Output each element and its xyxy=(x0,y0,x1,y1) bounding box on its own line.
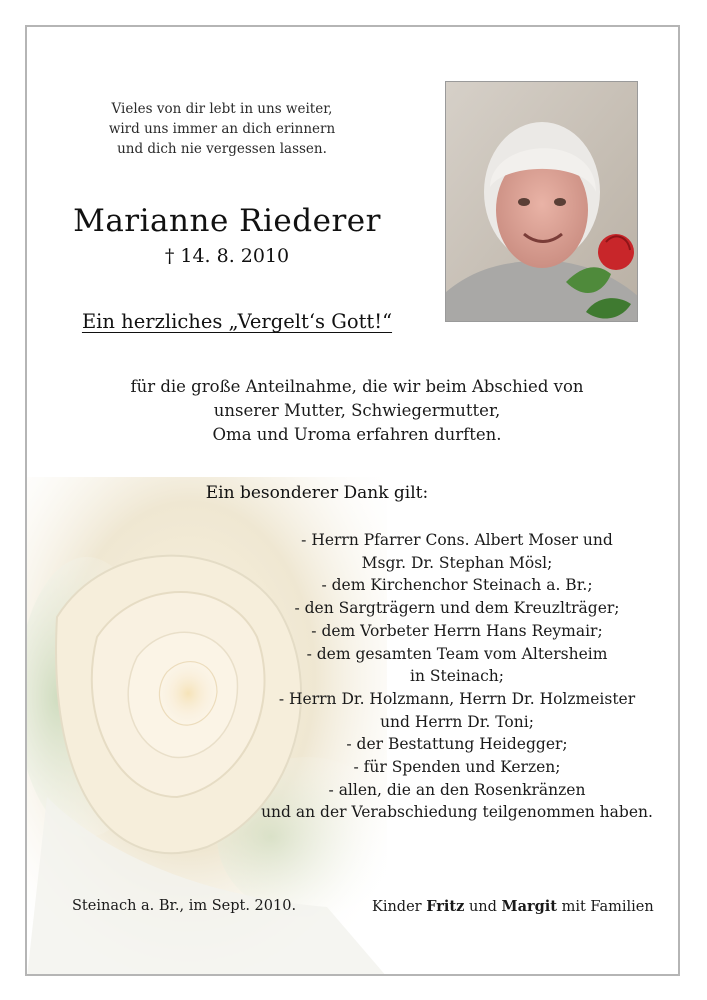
death-date: † 14. 8. 2010 xyxy=(164,245,290,267)
poem-line: Vieles von dir lebt in uns weiter, xyxy=(111,101,333,117)
family-prefix: Kinder xyxy=(372,899,422,915)
list-item: - den Sargträgern und dem Kreuzlträger; xyxy=(294,599,620,618)
list-item: - Herrn Pfarrer Cons. Albert Moser und xyxy=(301,531,613,549)
poem-line: wird uns immer an dich erinnern xyxy=(108,121,336,137)
child-name: Margit xyxy=(501,898,557,915)
list-item: Msgr. Dr. Stephan Mösl; xyxy=(361,553,553,572)
list-item: - dem gesamten Team vom Altersheim xyxy=(306,644,608,663)
list-item: - dem Vorbeter Herrn Hans Reymair; xyxy=(311,621,603,640)
list-item: und an der Verabschiedung teilgenommen haben. xyxy=(261,803,653,822)
intro-line: unserer Mutter, Schwiegermutter, xyxy=(213,401,501,420)
family-signature xyxy=(372,898,654,915)
list-item: - Herrn Dr. Holzmann, Herrn Dr. Holzmeister xyxy=(278,689,636,708)
intro-line: Oma und Uroma erfahren durften. xyxy=(212,425,502,444)
place-date: Steinach a. Br., im Sept. 2010. xyxy=(72,898,297,914)
conjunction: und xyxy=(468,899,497,915)
list-item: - dem Kirchenchor Steinach a. Br.; xyxy=(321,576,593,595)
poem-line: und dich nie vergessen lassen. xyxy=(117,141,327,157)
poem xyxy=(97,99,347,159)
deceased-name: Marianne Riederer xyxy=(73,203,381,239)
intro-text xyxy=(97,375,617,447)
special-thanks-list xyxy=(247,529,667,824)
portrait-image xyxy=(446,82,638,322)
list-item: - der Bestattung Heidegger; xyxy=(346,735,568,754)
portrait-photo xyxy=(445,81,638,322)
child-name: Fritz xyxy=(426,898,465,915)
thanks-title: Ein herzliches „Vergelt‘s Gott!“ xyxy=(81,310,393,333)
list-item: - für Spenden und Kerzen; xyxy=(353,758,561,777)
card-frame xyxy=(25,25,680,976)
list-item: - allen, die an den Rosenkränzen xyxy=(328,780,586,799)
family-suffix: mit Familien xyxy=(561,899,654,915)
list-item: in Steinach; xyxy=(410,667,504,686)
special-thanks-title: Ein besonderer Dank gilt: xyxy=(205,483,429,503)
list-item: und Herrn Dr. Toni; xyxy=(380,712,534,731)
intro-line: für die große Anteilnahme, die wir beim Abschied von xyxy=(130,377,584,396)
